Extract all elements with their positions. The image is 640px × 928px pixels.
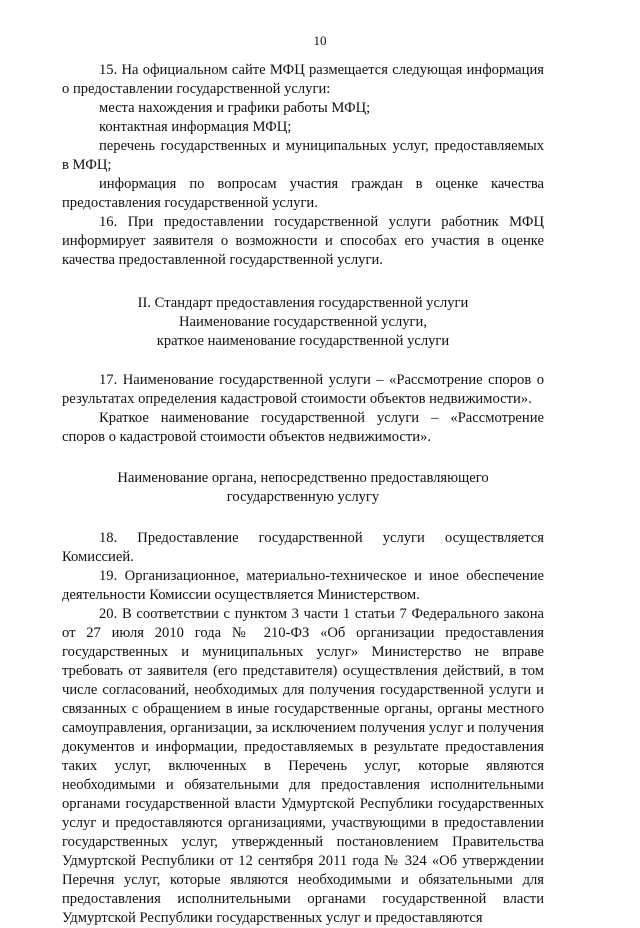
paragraph-15-item-4: информация по вопросам участия граждан в оценке качества предоставления государственной услуги. xyxy=(62,176,544,211)
paragraph-15-intro: 15. На официальном сайте МФЦ размещается следующая информация о предоставлении государственной услуги: xyxy=(62,62,544,97)
spacer xyxy=(62,507,544,529)
paragraph-15-item-3: перечень государственных и муниципальных услуг, предоставляемых в МФЦ; xyxy=(62,138,544,173)
paragraph-17-short-name: Краткое наименование государственной услуги – «Рассмотрение споров о кадастровой стоимости объектов недвижимости». xyxy=(62,410,544,445)
paragraph-19: 19. Организационное, материально-техническое и иное обеспечение деятельности Комиссии осуществляется Министерством. xyxy=(62,568,544,603)
paragraph-15-item-1: места нахождения и графики работы МФЦ; xyxy=(99,100,371,116)
paragraph-18: 18. Предоставление государственной услуги осуществляется Комиссией. xyxy=(62,530,544,565)
paragraph-17: 17. Наименование государственной услуги – «Рассмотрение споров о результатах определения кадастровой стоимости объектов недвижимости». xyxy=(62,372,544,407)
page-number: 10 xyxy=(313,33,327,48)
paragraph-20: 20. В соответствии с пунктом 3 части 1 статьи 7 Федерального закона от 27 июля 2010 года № 210-ФЗ «Об организации предоставления государственных и муниципальных услуг» Министерство не вправе требовать от заявителя (его представителя) осуществления действий, в том числе согласований, необходимых для получения государственной услуги и связанных с обращением в иные государственные органы, органы местного самоуправления, организации, за исключением получения услуг и получения документов и информации, предоставляемых в результате предоставления таких услуг, включенных в Перечень услуг, которые являются необходимыми и обязательными для предоставления исполнительными органами государственной власти Удмуртской Республики государственных услуг и предоставляются организациями, участвующими в предоставлении государственных услуг, утвержденный постановлением Правительства Удмуртской Республики от 12 сентября 2011 года № 324 «Об утверждении Перечня услуг, которые являются необходимыми и обязательными для предоставления исполнительными органами государственной власти Удмуртской Республики государственных услуг и предоставляются xyxy=(62,606,544,926)
spacer xyxy=(62,447,544,469)
paragraph-15-item-2: контактная информация МФЦ; xyxy=(99,119,292,135)
section-heading-line-2: Наименование государственной услуги, xyxy=(178,314,428,330)
spacer xyxy=(62,351,544,371)
organ-heading-line-2: государственную услугу xyxy=(226,489,380,505)
section-heading-line-3: краткое наименование государственной услуги xyxy=(156,333,450,349)
spacer xyxy=(62,270,544,294)
organ-heading-line-1: Наименование органа, непосредственно предоставляющего xyxy=(117,470,489,486)
paragraph-16: 16. При предоставлении государственной услуги работник МФЦ информирует заявителя о возможности и способах его участия в оценке качества предоставленной государственной услуги. xyxy=(62,214,544,268)
section-heading-line-1: II. Стандарт предоставления государственной услуги xyxy=(137,295,469,311)
document-body xyxy=(62,61,544,928)
